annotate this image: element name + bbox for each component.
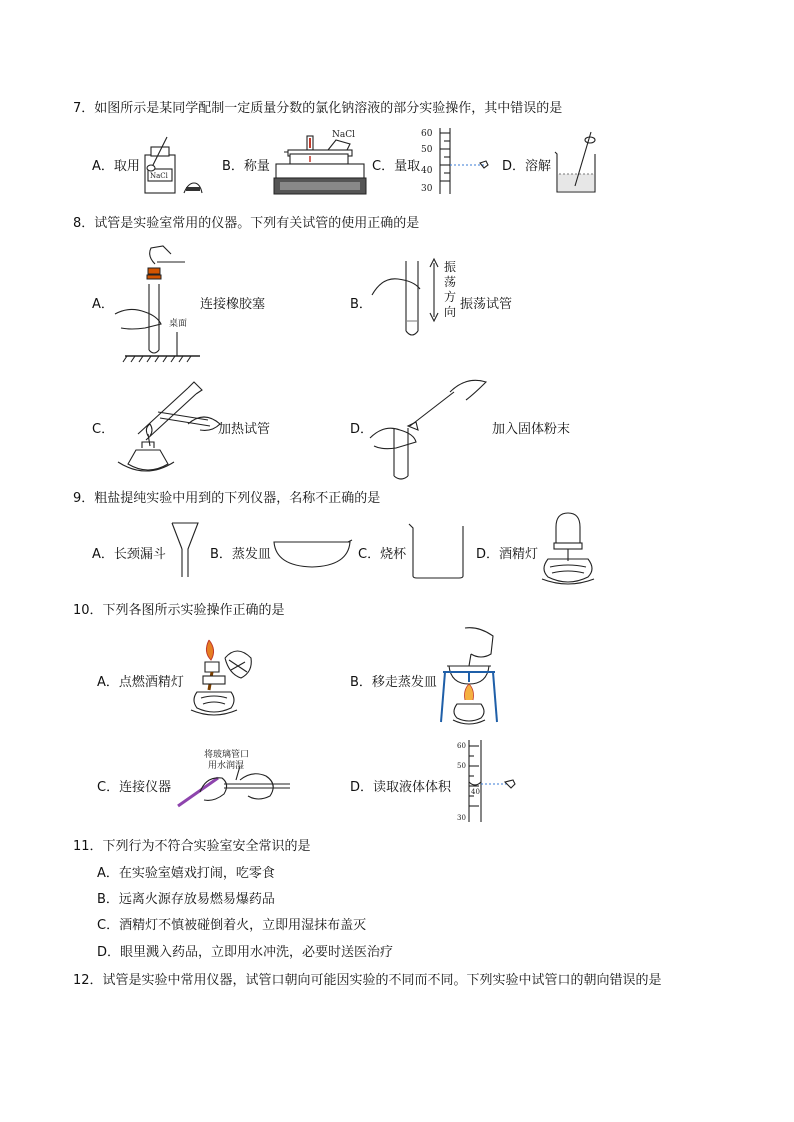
q10-d-figure — [455, 738, 525, 824]
q7-a-figure — [140, 135, 205, 195]
q10-d-tick-1: 50 — [457, 762, 466, 770]
q11-stem: 11．下列行为不符合实验室安全常识的是 — [73, 839, 311, 854]
q8-b-arrow-char-2: 方 — [444, 290, 457, 304]
q9-b-figure — [272, 534, 352, 570]
q7-c-figure — [420, 128, 495, 198]
q8-c-caption: 加热试管 — [218, 422, 271, 437]
q9-stem: 9．粗盐提纯实验中用到的下列仪器，名称不正确的是 — [73, 491, 381, 506]
q11-option-a: A．在实验室嬉戏打闹，吃零食 — [97, 866, 275, 881]
q7-c-tick-2: 40 — [421, 166, 433, 176]
q9-option-a: A．长颈漏斗 — [92, 547, 166, 562]
q9-d-figure — [538, 511, 598, 585]
q8-b-arrow-char-3: 向 — [444, 305, 457, 319]
q7-c-tick-3: 30 — [421, 184, 433, 194]
q8-b-arrow-char-0: 振 — [444, 260, 457, 274]
q8-b-arrow-char-1: 荡 — [444, 275, 457, 289]
q8-d-caption: 加入固体粉末 — [492, 422, 571, 437]
q9-option-b: B．蒸发皿 — [210, 547, 271, 562]
q7-option-b: B．称量 — [222, 159, 270, 174]
q10-a-figure — [185, 638, 260, 718]
q9-option-d: D．酒精灯 — [476, 547, 539, 562]
q8-a-figure — [115, 244, 200, 364]
q8-option-c: C． — [92, 422, 115, 437]
q8-b-arrow-label — [444, 260, 458, 320]
q7-c-tick-0: 60 — [421, 129, 433, 139]
q7-d-figure — [553, 130, 601, 196]
q10-c-note-line1: 将玻璃管口 — [204, 750, 250, 760]
q8-b-caption: 振荡试管 — [460, 297, 513, 312]
q8-a-caption: 连接橡胶塞 — [200, 297, 266, 312]
q8-c-figure — [108, 372, 228, 477]
q10-d-tick-0: 60 — [457, 742, 466, 750]
q7-option-d: D．溶解 — [502, 159, 552, 174]
q10-option-c: C．连接仪器 — [97, 780, 172, 795]
q8-option-d: D． — [350, 422, 374, 437]
q10-d-tick-3: 30 — [457, 814, 466, 822]
q10-option-b: B．移走蒸发皿 — [350, 675, 437, 690]
q12-stem: 12．试管是实验中常用仪器，试管口朝向可能因实验的不同而不同。下列实验中试管口的朝向错误的是 — [73, 973, 662, 988]
q10-option-d: D．读取液体体积 — [350, 780, 452, 795]
q9-option-c: C．烧杯 — [358, 547, 407, 562]
q10-stem: 10．下列各图所示实验操作正确的是 — [73, 603, 285, 618]
q8-stem: 8．试管是实验室常用的仪器。下列有关试管的使用正确的是 — [73, 216, 420, 231]
q8-b-figure — [370, 255, 445, 345]
q8-d-figure — [370, 372, 495, 482]
q10-d-tick-2: 40 — [471, 788, 480, 796]
q10-option-a: A．点燃酒精灯 — [97, 675, 184, 690]
q7-option-c: C．量取 — [372, 159, 421, 174]
q7-a-bottle-label: NaCl — [150, 172, 168, 180]
q8-a-desk-label: 桌面 — [169, 319, 188, 329]
q10-c-note-line2: 用水润湿 — [208, 761, 245, 771]
q10-b-figure — [435, 626, 505, 728]
q10-c-figure — [178, 766, 293, 808]
q7-c-tick-1: 50 — [421, 145, 433, 155]
q8-option-b: B． — [350, 297, 372, 312]
q7-option-a: A．取用 — [92, 159, 140, 174]
q8-option-a: A． — [92, 297, 114, 312]
q11-option-c: C．酒精灯不慎被碰倒着火，立即用湿抹布盖灭 — [97, 918, 367, 933]
q11-option-d: D．眼里溅入药品，立即用水冲洗，必要时送医治疗 — [97, 945, 394, 960]
q9-a-figure — [170, 521, 200, 581]
q7-b-paper-label: NaCl — [332, 130, 356, 140]
q7-b-figure — [270, 128, 370, 198]
q9-c-figure — [407, 522, 467, 580]
q7-stem: 7．如图所示是某同学配制一定质量分数的氯化钠溶液的部分实验操作，其中错误的是 — [73, 101, 563, 116]
q11-option-b: B．远离火源存放易燃易爆药品 — [97, 892, 275, 907]
